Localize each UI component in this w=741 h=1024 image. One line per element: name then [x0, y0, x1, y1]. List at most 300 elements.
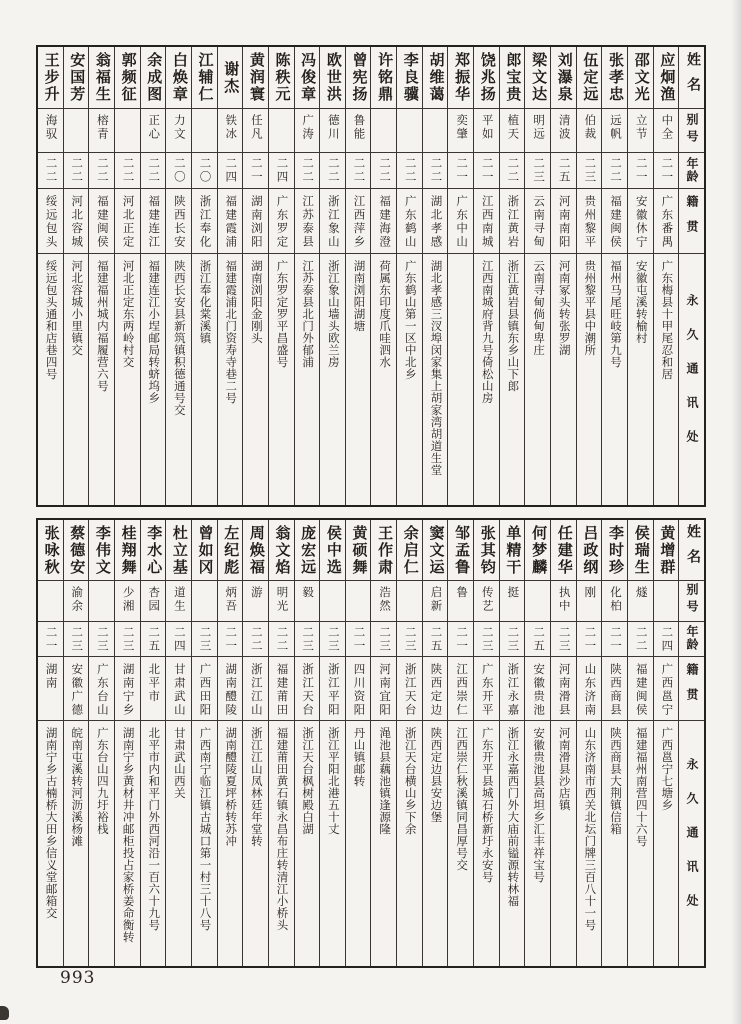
person-native — [654, 189, 679, 254]
person-native-text: 广东罗定 — [275, 195, 288, 249]
person-name — [89, 520, 114, 581]
person-column — [88, 520, 114, 966]
person-native — [64, 189, 89, 254]
person-native-text: 安徽休宁 — [634, 195, 647, 249]
person-alias — [346, 109, 371, 153]
person-column — [601, 520, 627, 966]
person-age — [654, 153, 679, 189]
person-native-text: 浙江奉化 — [198, 195, 211, 249]
person-age — [192, 153, 217, 189]
person-name — [192, 47, 217, 109]
person-alias-text: 毅 — [301, 586, 314, 600]
person-address-text: 山东济南市西关北坛门牌三百八十一号 — [583, 727, 596, 931]
person-column — [396, 520, 422, 966]
person-column — [165, 47, 191, 505]
person-age — [448, 622, 473, 657]
person-name — [166, 47, 191, 109]
person-alias — [448, 581, 473, 622]
person-address — [448, 721, 473, 966]
page-number: 993 — [60, 968, 96, 988]
person-age-text: 二二 — [147, 157, 160, 184]
person-column — [140, 47, 166, 505]
person-native — [628, 657, 653, 721]
person-address — [551, 254, 576, 505]
person-native-text: 广西邕宁 — [660, 663, 673, 717]
person-alias-text: 平如 — [480, 114, 493, 141]
person-age — [525, 622, 550, 657]
person-address — [423, 254, 448, 505]
person-name — [295, 520, 320, 581]
person-name — [218, 520, 243, 581]
person-name-text: 冯俊章 — [299, 52, 316, 103]
person-age-text: 二三 — [583, 157, 596, 184]
person-native-text: 贵州黎平 — [583, 195, 596, 249]
person-alias-text: 鲁 — [455, 586, 468, 600]
person-name — [269, 47, 294, 109]
person-age-text: 二四 — [224, 157, 237, 184]
person-native-text: 福建闽侯 — [95, 195, 108, 249]
person-name — [448, 47, 473, 109]
person-name-text: 任建华 — [555, 524, 572, 576]
person-native — [115, 657, 140, 721]
person-age-text: 二二 — [121, 157, 134, 184]
person-name-text: 应炯渔 — [658, 52, 675, 103]
person-name-text: 谢杰 — [222, 60, 239, 95]
person-age-text: 二二 — [506, 157, 519, 184]
person-address-text: 陕西商县大荆镇信箱 — [609, 727, 622, 835]
person-name — [397, 520, 422, 581]
person-alias — [577, 109, 602, 153]
person-name-text: 许铭鼎 — [376, 52, 393, 103]
person-name-text: 张孝忠 — [607, 52, 624, 103]
person-age-text: 二三 — [480, 625, 493, 653]
person-age-text: 二二 — [95, 157, 108, 184]
person-age-text: 二二 — [301, 157, 314, 184]
person-alias-text: 挺 — [506, 586, 519, 600]
person-name-text: 何梦麟 — [530, 524, 547, 576]
person-alias — [115, 109, 140, 153]
person-alias-text: 植天 — [506, 114, 519, 141]
person-address — [115, 254, 140, 505]
person-native — [320, 657, 345, 721]
person-address-text: 湖南宁乡古楠桥大田乡信义堂邮箱交 — [44, 727, 57, 919]
person-age-text: 二三 — [557, 625, 570, 653]
person-native — [500, 657, 525, 721]
person-address-text: 江西南城府背九号倚松山房 — [480, 260, 493, 404]
person-name-text: 伍定远 — [581, 52, 598, 103]
person-address-text: 福建福州南营四十六号 — [634, 727, 647, 847]
person-address-text: 湖南醴陵夏坪桥转苏冲 — [224, 727, 237, 847]
person-age-text: 二五 — [532, 625, 545, 653]
person-address-text: 广东梅县十甲尾忍和居 — [660, 260, 673, 380]
person-age — [654, 622, 679, 657]
person-name-text: 翁文焰 — [273, 524, 290, 576]
person-column — [370, 520, 396, 966]
person-age — [243, 153, 268, 189]
person-native-text: 福建连江 — [147, 195, 160, 249]
age-header — [679, 622, 704, 657]
person-address-text: 河南滑县沙店镇 — [557, 727, 570, 811]
person-native — [38, 189, 63, 254]
person-native-text: 江苏泰县 — [301, 195, 314, 249]
person-age-text: 二三 — [70, 625, 83, 653]
person-alias — [500, 581, 525, 622]
person-native — [218, 657, 243, 721]
person-column — [63, 520, 89, 966]
person-age — [551, 622, 576, 657]
person-alias — [654, 109, 679, 153]
person-native — [346, 657, 371, 721]
person-age — [320, 153, 345, 189]
person-alias — [448, 109, 473, 153]
person-alias — [192, 581, 217, 622]
person-address-text: 江苏泰县北门外郁浦 — [301, 260, 314, 368]
address-header — [679, 721, 704, 966]
person-address-text: 湖北孝感三汊埠闵家集上胡家湾胡道生堂 — [429, 260, 442, 476]
person-native-text: 河南宜阳 — [378, 663, 391, 717]
person-name-text: 李伟文 — [93, 524, 110, 576]
person-age-text: 二二 — [275, 625, 288, 653]
person-age-text: 二二 — [352, 157, 365, 184]
person-name — [602, 47, 627, 109]
person-age-text: 二一 — [660, 157, 673, 184]
person-name-text: 左纪彪 — [222, 524, 239, 576]
person-name-text: 黄增群 — [658, 524, 675, 576]
person-age-text: 二二 — [70, 157, 83, 184]
person-column — [191, 47, 217, 505]
person-alias — [243, 109, 268, 153]
person-column — [217, 520, 243, 966]
person-name — [269, 520, 294, 581]
person-age-text: 二四 — [275, 157, 288, 184]
person-age — [38, 622, 63, 657]
person-name — [295, 47, 320, 109]
person-alias-text: 刚 — [583, 586, 596, 600]
person-name — [192, 520, 217, 581]
person-column — [499, 520, 525, 966]
person-address — [141, 254, 166, 505]
person-name-text: 曾如冈 — [196, 524, 213, 576]
person-native-text: 福建莆田 — [275, 663, 288, 717]
person-address — [295, 721, 320, 966]
person-address-text: 陕西长安县新筑镇积德通号交 — [172, 260, 185, 416]
person-column — [473, 520, 499, 966]
person-address-text: 浙江奉化棠溪镇 — [198, 260, 211, 344]
person-native-text: 福建海澄 — [378, 195, 391, 249]
person-column — [165, 520, 191, 966]
person-alias-text: 炳吾 — [224, 586, 237, 613]
person-column — [114, 47, 140, 505]
person-native — [141, 189, 166, 254]
person-age-text: 二三 — [378, 625, 391, 653]
person-address-text: 广东台山四九圩裕栈 — [95, 727, 108, 835]
person-native — [166, 189, 191, 254]
person-address — [64, 254, 89, 505]
person-address-text: 丹山镇邮转 — [352, 727, 365, 787]
person-age-text: 二五 — [557, 157, 570, 184]
person-column — [499, 47, 525, 505]
person-alias — [115, 581, 140, 622]
person-alias — [243, 581, 268, 622]
person-column — [88, 47, 114, 505]
person-alias-text: 伯裁 — [583, 114, 596, 141]
person-alias-text: 浩然 — [378, 586, 391, 613]
person-native — [166, 657, 191, 721]
person-name — [654, 47, 679, 109]
person-name — [64, 47, 89, 109]
person-alias-text: 铁冰 — [224, 114, 237, 141]
person-address-text: 湖南浏阳金刚头 — [249, 260, 262, 344]
person-native — [141, 657, 166, 721]
person-name — [38, 520, 63, 581]
person-age — [89, 153, 114, 189]
person-native — [89, 657, 114, 721]
person-age-text: 二二 — [429, 157, 442, 184]
age-header-text: 年龄 — [685, 156, 699, 183]
person-address — [474, 721, 499, 966]
person-age-text: 二二 — [249, 625, 262, 653]
person-address — [500, 254, 525, 505]
person-native-text: 广西田阳 — [198, 663, 211, 717]
person-address — [89, 721, 114, 966]
person-native — [602, 657, 627, 721]
person-age-text: 二三 — [506, 625, 519, 653]
person-alias — [654, 581, 679, 622]
person-alias-text: 榕青 — [95, 114, 108, 141]
person-address-text: 福州马尾旺岐第九号 — [609, 260, 622, 368]
person-address — [423, 721, 448, 966]
person-alias — [602, 581, 627, 622]
address-header — [679, 254, 704, 505]
person-address-text: 福建福州城内福履营六号 — [95, 260, 108, 392]
person-name-text: 王步升 — [42, 52, 59, 103]
person-name — [243, 47, 268, 109]
person-native — [577, 657, 602, 721]
person-alias — [269, 581, 294, 622]
person-age — [295, 153, 320, 189]
person-address-text: 广东罗定罗平昌盛号 — [275, 260, 288, 368]
person-native-text: 湖南浏阳 — [249, 195, 262, 249]
person-alias-text: 广涛 — [301, 114, 314, 141]
native-header — [679, 189, 704, 254]
person-column — [422, 520, 448, 966]
person-address-text: 江西崇仁秋溪镇同昌厚号交 — [455, 727, 468, 871]
person-address — [448, 254, 473, 505]
person-native-text: 广东番禺 — [660, 195, 673, 249]
person-column — [447, 520, 473, 966]
person-name-text: 安国芳 — [68, 52, 85, 103]
person-address — [397, 721, 422, 966]
person-column — [319, 47, 345, 505]
person-address — [166, 721, 191, 966]
person-alias — [218, 109, 243, 153]
person-native — [551, 657, 576, 721]
person-native — [448, 189, 473, 254]
person-age — [551, 153, 576, 189]
person-age — [64, 622, 89, 657]
person-native-text: 广东开平 — [480, 663, 493, 717]
person-age-text: 二三 — [95, 625, 108, 653]
person-column — [345, 47, 371, 505]
person-column — [345, 520, 371, 966]
person-column — [627, 47, 653, 505]
person-name — [423, 520, 448, 581]
name-header-text: 姓名 — [685, 524, 700, 574]
person-name — [628, 47, 653, 109]
person-name — [448, 520, 473, 581]
person-native-text: 河北容城 — [70, 195, 83, 249]
person-age — [346, 153, 371, 189]
person-name — [474, 520, 499, 581]
person-alias — [38, 581, 63, 622]
person-name — [654, 520, 679, 581]
person-address-text: 湖南浏阳湖塘 — [352, 260, 365, 332]
person-native-text: 河北正定 — [121, 195, 134, 249]
person-name — [218, 47, 243, 109]
person-name — [525, 47, 550, 109]
person-alias — [371, 581, 396, 622]
person-alias — [89, 109, 114, 153]
person-address-text: 浙江象山墙头欧兰房 — [326, 260, 339, 368]
person-age-text: 二一 — [44, 625, 57, 653]
person-age-text: 二二 — [403, 157, 416, 184]
person-age — [602, 622, 627, 657]
person-native — [269, 657, 294, 721]
person-name-text: 黄润寰 — [247, 52, 264, 103]
person-alias — [397, 581, 422, 622]
person-address-text: 河北正定东两岭村交 — [121, 260, 134, 368]
person-age-text: 二一 — [455, 625, 468, 653]
person-age — [64, 153, 89, 189]
person-age — [423, 153, 448, 189]
person-native-text: 湖南醴陵 — [224, 663, 237, 717]
person-name-text: 吕政纲 — [581, 524, 598, 576]
person-native — [64, 657, 89, 721]
person-age-text: 二三 — [301, 625, 314, 653]
native-header — [679, 657, 704, 721]
person-native — [577, 189, 602, 254]
person-native-text: 山东济南 — [583, 663, 596, 717]
person-name-text: 江辅仁 — [196, 52, 213, 103]
person-column — [422, 47, 448, 505]
person-age-text: 二三 — [403, 625, 416, 653]
person-age — [346, 622, 371, 657]
person-name-text: 饶兆扬 — [478, 52, 495, 103]
person-alias-text: 化柏 — [609, 586, 622, 613]
person-native — [525, 189, 550, 254]
person-column — [576, 47, 602, 505]
person-native-text: 浙江黄岩 — [506, 195, 519, 249]
person-name-text: 邵文光 — [632, 52, 649, 103]
person-alias-text: 启新 — [429, 586, 442, 613]
person-native-text: 湖南宁乡 — [121, 663, 134, 717]
person-name-text: 翁福生 — [93, 52, 110, 103]
person-address — [577, 721, 602, 966]
person-age — [397, 153, 422, 189]
person-native — [654, 657, 679, 721]
person-column — [63, 47, 89, 505]
person-alias — [628, 109, 653, 153]
person-name-text: 黄硕舞 — [350, 524, 367, 576]
person-age — [89, 622, 114, 657]
person-alias-text: 正心 — [147, 114, 160, 141]
person-address — [577, 254, 602, 505]
person-name — [371, 47, 396, 109]
person-address-text: 浙江永嘉西门外大庙前镒源转林福 — [506, 727, 519, 907]
person-age — [115, 153, 140, 189]
person-age-text: 二三 — [121, 625, 134, 653]
person-address — [64, 721, 89, 966]
person-alias — [346, 581, 371, 622]
person-native — [218, 189, 243, 254]
person-native-text: 云南寻甸 — [532, 195, 545, 249]
person-name — [551, 520, 576, 581]
person-name — [525, 520, 550, 581]
person-column — [294, 520, 320, 966]
person-name-text: 余启仁 — [401, 524, 418, 576]
person-address-text: 贵州黎平县中潮所 — [583, 260, 596, 356]
person-name-text: 郭频征 — [119, 52, 136, 103]
person-name-text: 侯瑞生 — [632, 524, 649, 576]
person-native-text: 福建霞浦 — [224, 195, 237, 249]
person-column — [550, 47, 576, 505]
person-address — [654, 721, 679, 966]
person-name-text: 蔡德安 — [68, 524, 85, 576]
person-age — [166, 153, 191, 189]
person-age — [166, 622, 191, 657]
person-column — [370, 47, 396, 505]
person-address — [269, 254, 294, 505]
person-native — [602, 189, 627, 254]
person-age-text: 二一 — [480, 157, 493, 184]
person-age-text: 二三 — [198, 625, 211, 653]
person-age-text: 二二 — [44, 157, 57, 184]
person-age — [218, 153, 243, 189]
person-alias-text: 燧 — [634, 586, 647, 600]
person-name — [602, 520, 627, 581]
person-native — [397, 189, 422, 254]
person-address-text: 广东开平县城石桥新圩永安号 — [480, 727, 493, 883]
roster-table-bottom — [36, 518, 706, 968]
scan-edge-shade — [731, 0, 741, 1024]
person-address — [371, 721, 396, 966]
person-age-text: 二三 — [326, 625, 339, 653]
person-native-text: 浙江天台 — [301, 663, 314, 717]
person-name — [346, 520, 371, 581]
roster-table-top — [36, 45, 706, 507]
person-column — [653, 520, 679, 966]
person-address — [89, 254, 114, 505]
person-name — [64, 520, 89, 581]
person-native-text: 浙江平阳 — [326, 663, 339, 717]
person-alias — [551, 109, 576, 153]
person-address — [551, 721, 576, 966]
person-alias-text: 道生 — [172, 586, 185, 613]
person-alias — [166, 581, 191, 622]
person-age-text: 二五 — [429, 625, 442, 653]
person-name-text: 李时珍 — [607, 524, 624, 576]
person-native-text: 广东鹤山 — [403, 195, 416, 249]
person-age-text: 二二 — [326, 157, 339, 184]
person-alias-text: 立节 — [634, 114, 647, 141]
address-header-text: 永久通讯处 — [685, 757, 699, 928]
person-native — [423, 189, 448, 254]
person-native-text: 陕西定边 — [429, 663, 442, 717]
person-address — [602, 254, 627, 505]
person-age — [320, 622, 345, 657]
person-age — [500, 153, 525, 189]
person-column — [294, 47, 320, 505]
